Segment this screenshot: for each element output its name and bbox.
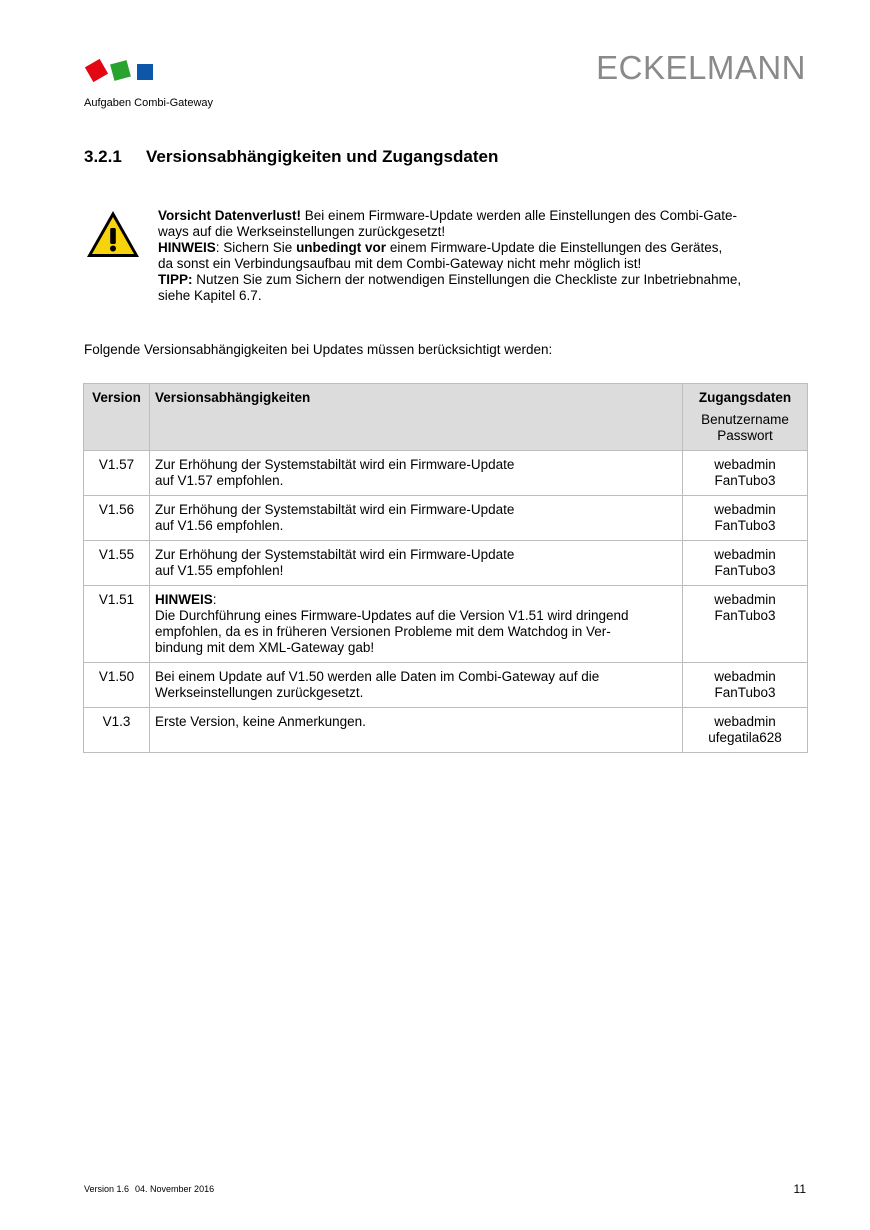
cell-password: FanTubo3 bbox=[714, 563, 776, 578]
cell-dependencies bbox=[150, 541, 683, 586]
caution-paragraph-cont: ways auf die Werkseinstellungen zurückgesetzt! bbox=[158, 224, 446, 239]
cell-username: webadmin bbox=[714, 592, 776, 607]
cell-username: webadmin bbox=[714, 714, 776, 729]
hinweis-paragraph bbox=[158, 240, 798, 256]
header-access bbox=[683, 384, 808, 451]
dep-line: Zur Erhöhung der Systemstabiltät wird ein Firmware-Update bbox=[155, 547, 515, 562]
cell-access bbox=[683, 451, 808, 496]
logo-red-square bbox=[85, 59, 108, 82]
table-row bbox=[84, 586, 808, 663]
cell-password: ufegatila628 bbox=[708, 730, 782, 745]
hinweis-paragraph-cont: da sonst ein Verbindungsaufbau mit dem Combi-Gateway nicht mehr möglich ist! bbox=[158, 256, 642, 271]
dep-hinweis-label: HINWEIS bbox=[155, 592, 213, 607]
table-header-row bbox=[84, 384, 808, 451]
company-logo bbox=[86, 59, 156, 83]
dep-hinweis-colon: : bbox=[212, 592, 217, 607]
cell-version: V1.57 bbox=[84, 451, 150, 496]
cell-version: V1.3 bbox=[84, 708, 150, 753]
table-row bbox=[84, 541, 808, 586]
dep-line: Werkseinstellungen zurückgesetzt. bbox=[155, 685, 364, 700]
tipp-paragraph-cont: siehe Kapitel 6.7. bbox=[158, 288, 262, 303]
header-password: Passwort bbox=[717, 428, 773, 443]
intro-text: Folgende Versionsabhängigkeiten bei Updates müssen berücksichtigt werden: bbox=[84, 342, 553, 357]
cell-access bbox=[683, 496, 808, 541]
dep-line: Die Durchführung eines Firmware-Updates auf die Version V1.51 wird dringend bbox=[155, 608, 629, 623]
cell-version: V1.56 bbox=[84, 496, 150, 541]
dep-hinweis bbox=[155, 592, 677, 608]
cell-password: FanTubo3 bbox=[714, 608, 776, 623]
dep-line: auf V1.55 empfohlen! bbox=[155, 563, 284, 578]
table-row bbox=[84, 451, 808, 496]
page-number: 11 bbox=[793, 1182, 806, 1196]
dep-line: empfohlen, da es in früheren Versionen Probleme mit dem Watchdog in Ver- bbox=[155, 624, 611, 639]
header-version: Version bbox=[84, 384, 150, 451]
caution-label: Vorsicht Datenverlust! bbox=[158, 208, 302, 223]
table-row bbox=[84, 496, 808, 541]
caution-paragraph bbox=[158, 208, 798, 224]
section-heading bbox=[84, 147, 498, 167]
footer-version: Version 1.6 bbox=[84, 1184, 130, 1194]
cell-access bbox=[683, 541, 808, 586]
warning-triangle-icon bbox=[85, 208, 141, 260]
header-access-subtitle bbox=[688, 412, 802, 444]
logo-blue-square bbox=[137, 64, 153, 80]
hinweis-text-2: einem Firmware-Update die Einstellungen des Gerätes, bbox=[386, 240, 723, 255]
dep-line: Zur Erhöhung der Systemstabiltät wird ein Firmware-Update bbox=[155, 502, 515, 517]
dep-line: Bei einem Update auf V1.50 werden alle Daten im Combi-Gateway auf die bbox=[155, 669, 600, 684]
table-row bbox=[84, 663, 808, 708]
footer-date: 04. November 2016 bbox=[135, 1184, 215, 1194]
dep-line: auf V1.56 empfohlen. bbox=[155, 518, 284, 533]
cell-username: webadmin bbox=[714, 669, 776, 684]
header-access-title: Zugangsdaten bbox=[698, 390, 792, 405]
logo-green-square bbox=[110, 60, 131, 81]
dep-line: Zur Erhöhung der Systemstabiltät wird ein Firmware-Update bbox=[155, 457, 515, 472]
hinweis-text-1: : Sichern Sie bbox=[215, 240, 297, 255]
header-dependencies: Versionsabhängigkeiten bbox=[150, 384, 683, 451]
document-subtitle: Aufgaben Combi-Gateway bbox=[84, 97, 214, 109]
caution-text: Bei einem Firmware-Update werden alle Einstellungen des Combi-Gate- bbox=[301, 208, 737, 223]
cell-dependencies bbox=[150, 663, 683, 708]
cell-dependencies bbox=[150, 451, 683, 496]
cell-dependencies bbox=[150, 708, 683, 753]
dep-line: Erste Version, keine Anmerkungen. bbox=[155, 714, 366, 729]
cell-access bbox=[683, 708, 808, 753]
cell-dependencies bbox=[150, 586, 683, 663]
dep-line: bindung mit dem XML-Gateway gab! bbox=[155, 640, 375, 655]
section-title: Versionsabhängigkeiten und Zugangsdaten bbox=[146, 147, 499, 166]
section-number: 3.2.1 bbox=[84, 147, 122, 166]
version-table bbox=[83, 383, 808, 753]
dep-line: auf V1.57 empfohlen. bbox=[155, 473, 284, 488]
table-row bbox=[84, 708, 808, 753]
hinweis-label: HINWEIS bbox=[158, 240, 216, 255]
cell-dependencies bbox=[150, 496, 683, 541]
cell-password: FanTubo3 bbox=[714, 473, 776, 488]
warning-text bbox=[158, 208, 798, 304]
tipp-label: TIPP: bbox=[158, 272, 193, 287]
cell-access bbox=[683, 586, 808, 663]
footer-version-info bbox=[84, 1184, 214, 1194]
cell-username: webadmin bbox=[714, 502, 776, 517]
tipp-paragraph bbox=[158, 272, 798, 288]
cell-password: FanTubo3 bbox=[714, 518, 776, 533]
cell-username: webadmin bbox=[714, 547, 776, 562]
cell-access bbox=[683, 663, 808, 708]
cell-version: V1.50 bbox=[84, 663, 150, 708]
cell-username: webadmin bbox=[714, 457, 776, 472]
header-username: Benutzername bbox=[701, 412, 789, 427]
brand-name: ECKELMANN bbox=[596, 49, 806, 86]
cell-version: V1.55 bbox=[84, 541, 150, 586]
cell-version: V1.51 bbox=[84, 586, 150, 663]
hinweis-emphasis: unbedingt vor bbox=[296, 240, 387, 255]
tipp-text: Nutzen Sie zum Sichern der notwendigen Einstellungen die Checkliste zur Inbetriebnahme, bbox=[192, 272, 742, 287]
cell-password: FanTubo3 bbox=[714, 685, 776, 700]
